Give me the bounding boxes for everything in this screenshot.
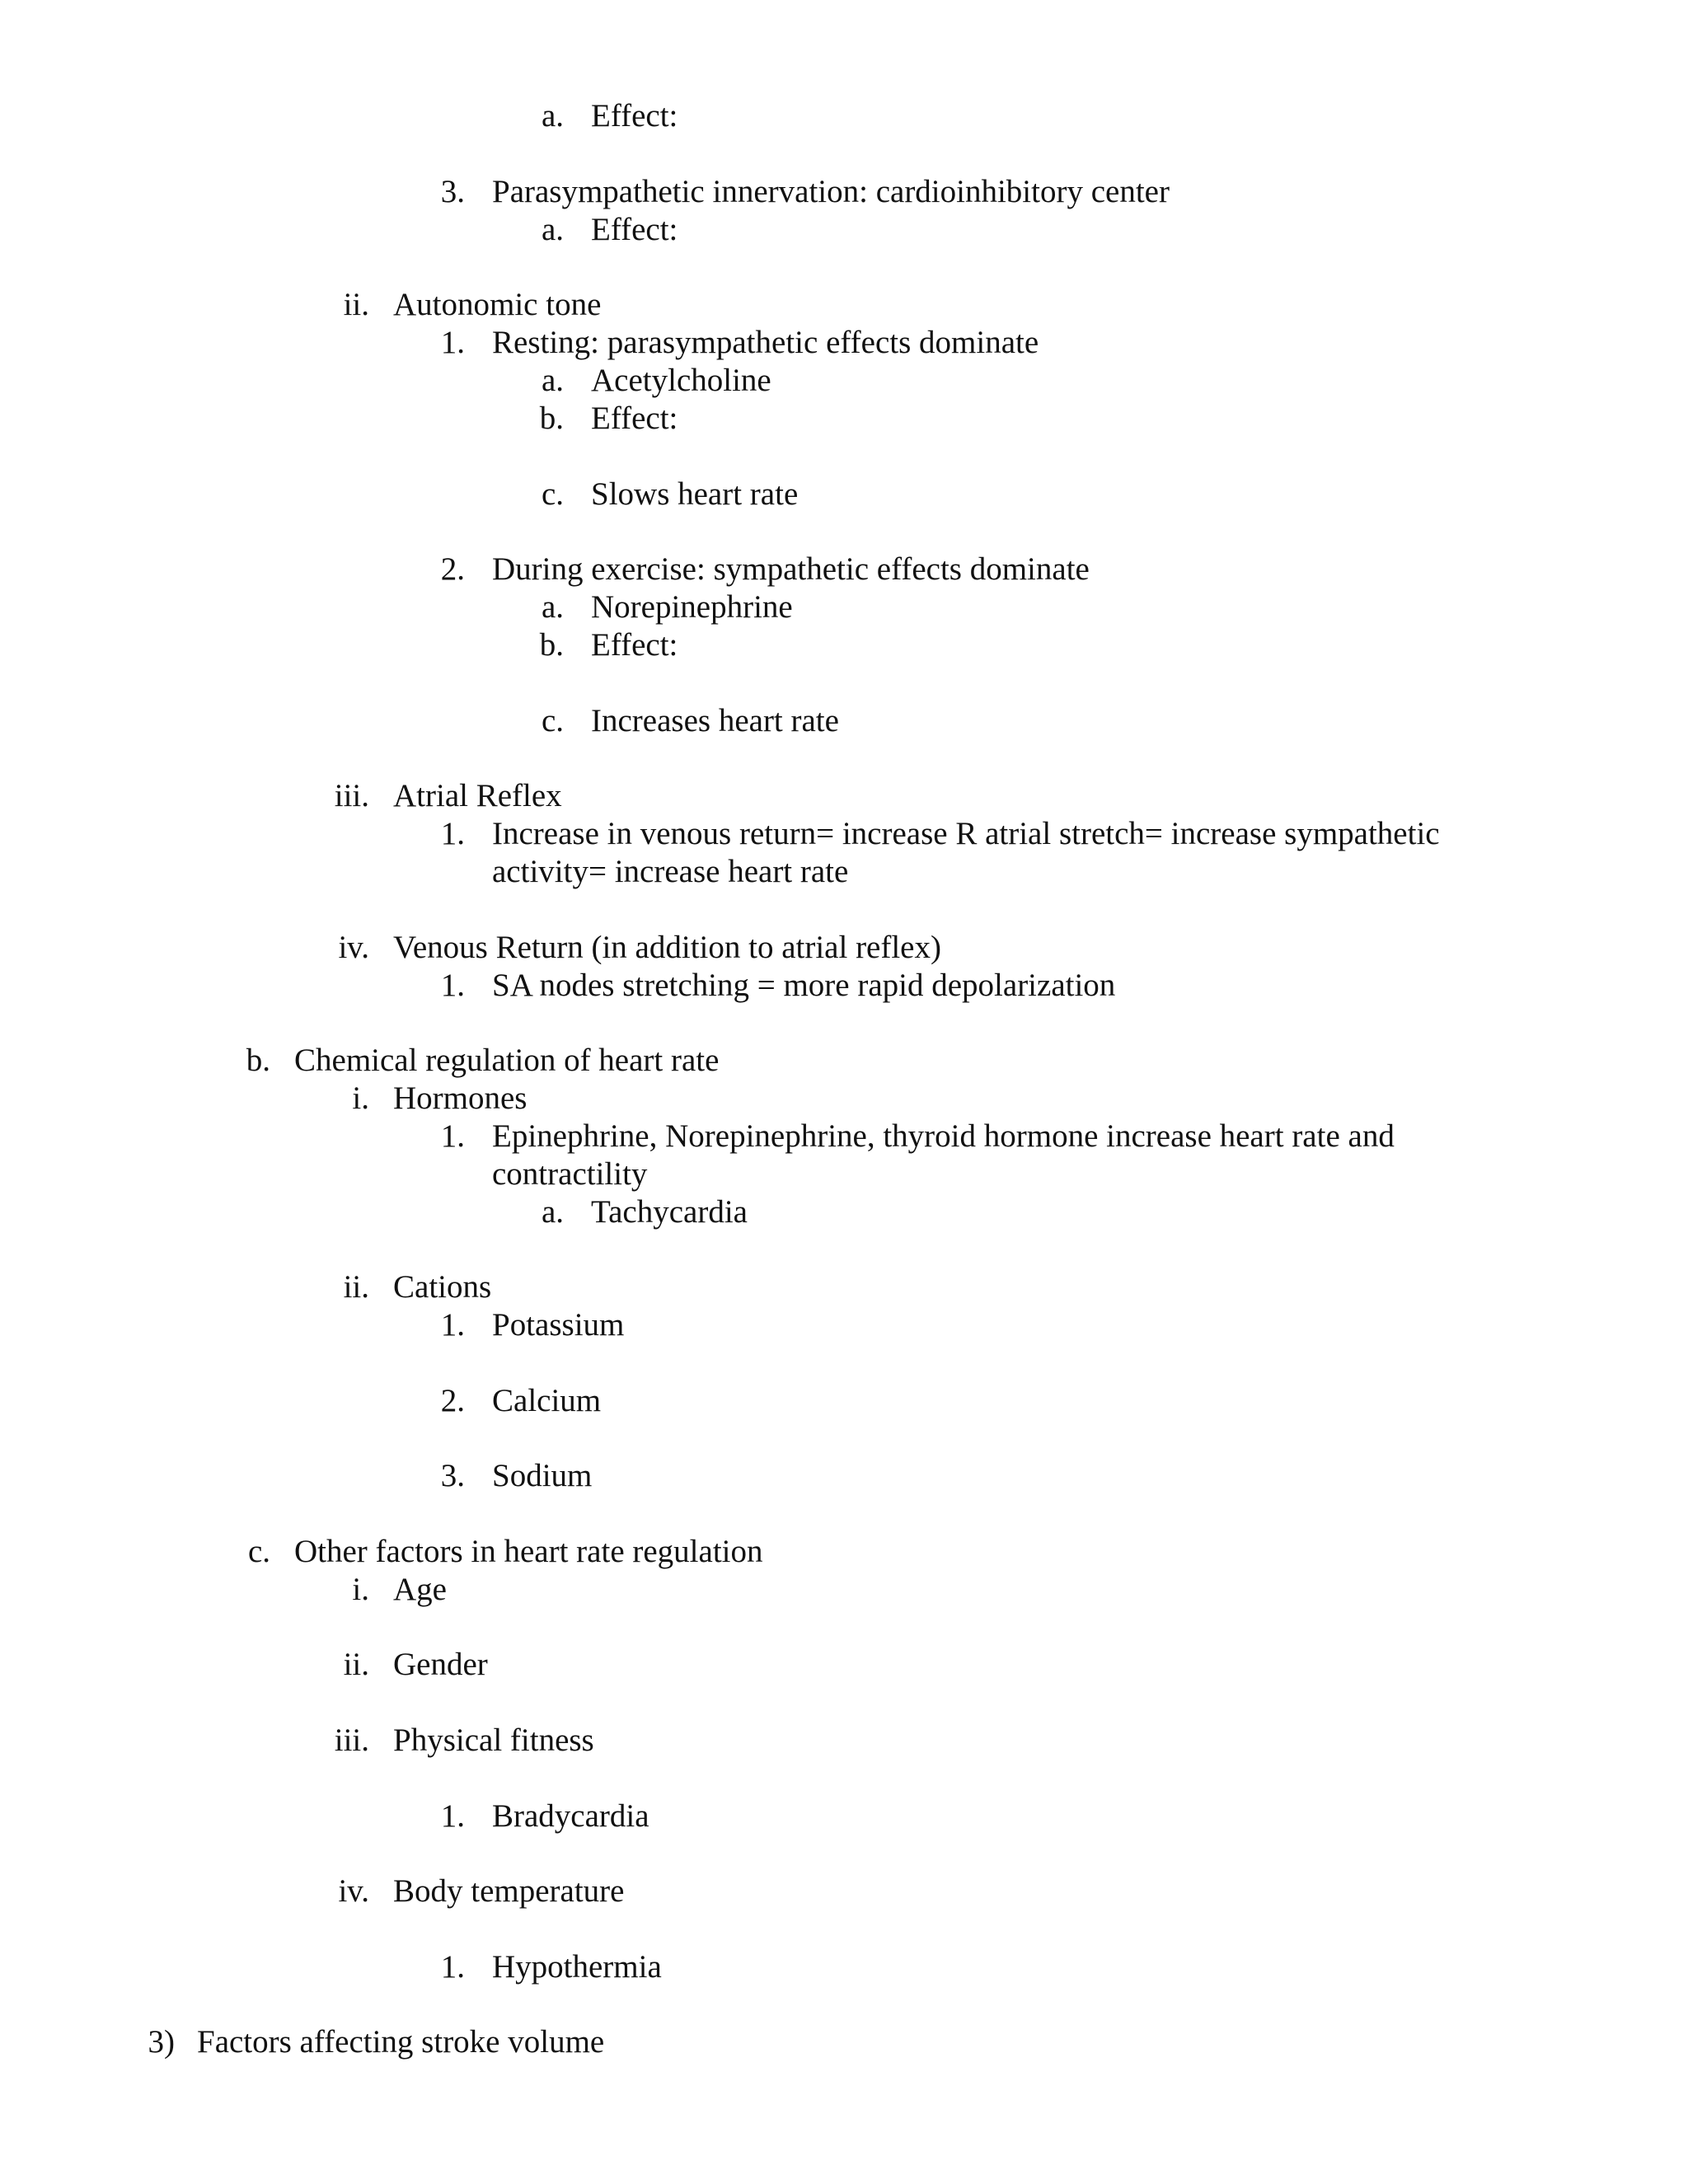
list-item-text: Age xyxy=(393,1572,447,1607)
list-item-text: Parasympathetic innervation: cardioinhibitory center xyxy=(492,174,1170,209)
list-marker: iii. xyxy=(334,1722,369,1758)
list-item-text: Factors affecting stroke volume xyxy=(197,2024,605,2060)
list-item-text: Effect: xyxy=(591,212,678,247)
list-marker: a. xyxy=(541,98,564,134)
list-marker: 1. xyxy=(440,1949,465,1985)
list-marker: ii. xyxy=(343,287,369,322)
list-item-text: contractility xyxy=(492,1156,648,1192)
list-marker: iv. xyxy=(338,930,369,965)
list-marker: b. xyxy=(246,1043,270,1078)
list-marker: b. xyxy=(539,401,564,436)
list-item-text: SA nodes stretching = more rapid depolarization xyxy=(492,968,1116,1003)
list-item-text: activity= increase heart rate xyxy=(492,854,849,889)
list-marker: iii. xyxy=(334,778,369,813)
list-marker: a. xyxy=(541,363,564,398)
list-marker: 3. xyxy=(440,1458,465,1493)
list-item-text: Physical fitness xyxy=(393,1722,594,1758)
list-item-text: Slows heart rate xyxy=(591,476,799,512)
list-marker: c. xyxy=(541,703,564,738)
list-marker: 1. xyxy=(440,968,465,1003)
list-marker: iv. xyxy=(338,1873,369,1909)
list-item-text: Venous Return (in addition to atrial reflex) xyxy=(393,930,941,965)
list-item-text: Epinephrine, Norepinephrine, thyroid hormone increase heart rate and xyxy=(492,1118,1395,1154)
list-item-text: Increases heart rate xyxy=(591,703,839,738)
list-item-text: Hypothermia xyxy=(492,1949,662,1985)
list-item-text: Tachycardia xyxy=(591,1194,748,1230)
list-marker: a. xyxy=(541,1194,564,1230)
list-item-text: Autonomic tone xyxy=(393,287,602,322)
list-item-text: Norepinephrine xyxy=(591,589,793,625)
list-item-text: Effect: xyxy=(591,98,678,134)
list-item-text: Cations xyxy=(393,1269,492,1305)
list-item-text: Hormones xyxy=(393,1080,528,1116)
list-marker: 1. xyxy=(440,1307,465,1343)
list-marker: i. xyxy=(352,1080,369,1116)
list-marker: c. xyxy=(247,1534,270,1569)
list-marker: 1. xyxy=(440,1118,465,1154)
list-item-text: Resting: parasympathetic effects dominate xyxy=(492,325,1039,360)
list-item-text: Acetylcholine xyxy=(591,363,771,398)
list-marker: 1. xyxy=(440,1798,465,1834)
list-item-text: Effect: xyxy=(591,401,678,436)
list-marker: b. xyxy=(539,627,564,663)
list-item-text: Effect: xyxy=(591,627,678,663)
list-marker: i. xyxy=(352,1572,369,1607)
list-item-text: Body temperature xyxy=(393,1873,625,1909)
list-item-text: Atrial Reflex xyxy=(393,778,562,813)
list-item-text: Bradycardia xyxy=(492,1798,649,1834)
list-item-text: Gender xyxy=(393,1647,488,1682)
list-item-text: Potassium xyxy=(492,1307,625,1343)
list-item-text: Sodium xyxy=(492,1458,593,1493)
list-marker: 3. xyxy=(440,174,465,209)
list-marker: 1. xyxy=(440,325,465,360)
list-marker: c. xyxy=(541,476,564,512)
list-marker: ii. xyxy=(343,1269,369,1305)
list-marker: 2. xyxy=(440,551,465,587)
list-item-text: Calcium xyxy=(492,1383,602,1418)
list-marker: 2. xyxy=(440,1383,465,1418)
list-marker: 3) xyxy=(148,2024,175,2060)
list-item-text: Chemical regulation of heart rate xyxy=(294,1043,720,1078)
list-marker: a. xyxy=(541,589,564,625)
list-item-text: Increase in venous return= increase R atrial stretch= increase sympathetic xyxy=(492,816,1440,851)
list-marker: ii. xyxy=(343,1647,369,1682)
list-marker: a. xyxy=(541,212,564,247)
list-item-text: Other factors in heart rate regulation xyxy=(294,1534,763,1569)
list-item-text: During exercise: sympathetic effects dominate xyxy=(492,551,1090,587)
list-marker: 1. xyxy=(440,816,465,851)
